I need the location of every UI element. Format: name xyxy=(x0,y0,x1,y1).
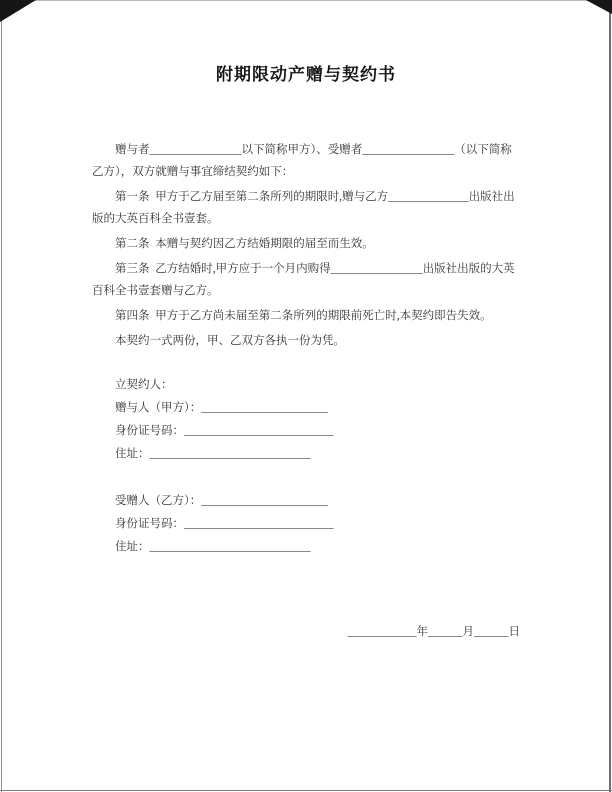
signature-section-party-a xyxy=(115,374,520,466)
party-a-address-line: 住址：____________________________ xyxy=(115,448,311,460)
scan-edge-bottom xyxy=(0,790,612,791)
scan-edge-left xyxy=(1,0,2,792)
signature-heading: 立契约人： xyxy=(115,379,173,391)
party-a-id-line: 身份证号码：__________________________ xyxy=(115,425,334,437)
clause-4: 第四条 甲方于乙方尚未届至第二条所列的期限前死亡时,本契约即告失效。 xyxy=(115,310,492,322)
party-b-address-line: 住址：____________________________ xyxy=(115,541,311,553)
clause-3: 第三条 乙方结婚时,甲方应于一个月内购得________________出版社出版的大英百科全书壹套赠与乙方。 xyxy=(92,263,515,297)
party-b-id-line: 身份证号码：__________________________ xyxy=(115,518,334,530)
signature-section-party-b xyxy=(115,490,520,559)
date-line: ____________年______月______日 xyxy=(347,626,520,638)
clause-1: 第一条 甲方于乙方届至第二条所列的期限时,赠与乙方______________出版社出版的大英百科全书壹套。 xyxy=(92,191,515,225)
document-body xyxy=(92,139,520,643)
scan-artifact-top-left-corner xyxy=(0,0,36,22)
paragraph-copies: 本契约一式两份，甲、乙双方各执一份为凭。 xyxy=(115,335,345,347)
paragraph-parties-intro: 赠与者________________以下简称甲方）、受赠者________________（以下简称乙方），双方就赠与事宜缔结契约如下： xyxy=(92,144,512,178)
scan-edge-right xyxy=(609,0,611,792)
scan-edge-top xyxy=(0,0,612,1)
clause-2: 第二条 本赠与契约因乙方结婚期限的届至而生效。 xyxy=(115,238,374,250)
scan-artifact-top-right-corner xyxy=(586,0,612,14)
party-b-name-line: 受赠人（乙方）：______________________ xyxy=(115,495,328,507)
party-a-name-line: 赠与人（甲方）：______________________ xyxy=(115,402,328,414)
document-title: 附期限动产赠与契约书 xyxy=(216,65,396,84)
